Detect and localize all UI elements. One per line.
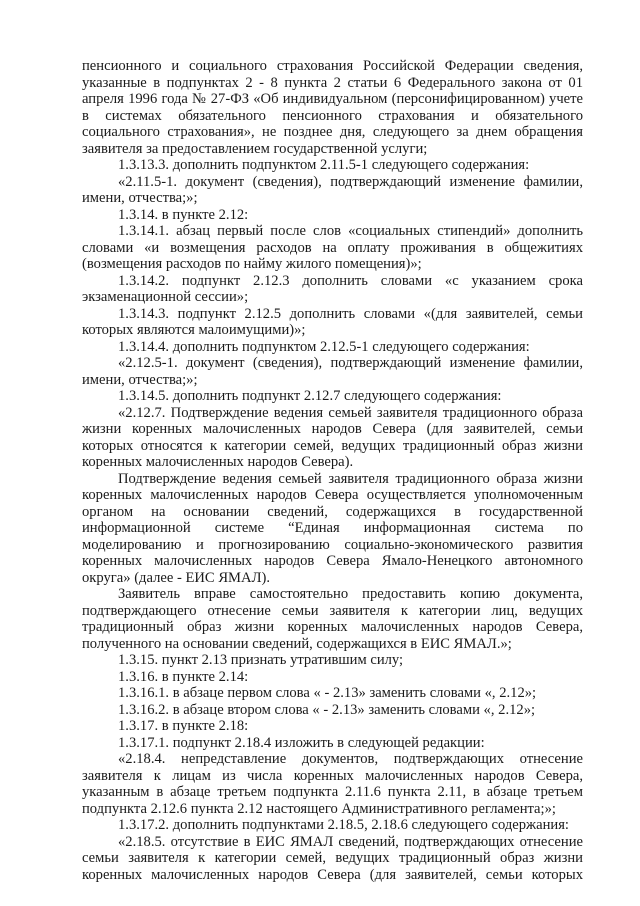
paragraph-17: 1.3.16.2. в абзаце втором слова « - 2.13» заменить словами «, 2.12»; [118, 701, 536, 718]
paragraph-10: 1.3.14.5. дополнить подпункт 2.12.7 следующего содержания: [118, 388, 502, 404]
paragraph-13: Заявитель вправе самостоятельно предоставить копию документа, подтверждающего отнесение семьи заявителя к категории лиц, ведущих традиционный образ жизни коренных малочисленных народов Севера, полученного на основании сведений, содержащихся в ЕИС ЯМАЛ.»; [82, 586, 583, 652]
paragraph-3: «2.11.5-1. документ (сведения), подтверждающий изменение фамилии, имени, отчества;»; [82, 173, 583, 206]
paragraph-2: 1.3.13.3. дополнить подпунктом 2.11.5-1 следующего содержания: [118, 157, 530, 173]
paragraph-16: 1.3.16.1. в абзаце первом слова « - 2.13» заменить словами «, 2.12»; [118, 685, 537, 701]
paragraph-1: пенсионного и социального страхования Российской Федерации сведения, указанные в подпунктах 2 - 8 пункта 2 статьи 6 Федерального закона от 01 апреля 1996 года № 27-ФЗ «Об индивидуальном (персонифицированном) учете в системах обязательного пенсионного страхования и обязательного социального страхования», не позднее дня, следующего за днем обращения заявителя за предоставлением государственной услуги; [82, 58, 583, 157]
paragraph-4: 1.3.14. в пункте 2.12: [118, 206, 249, 223]
paragraph-8: 1.3.14.4. дополнить подпунктом 2.12.5-1 следующего содержания: [118, 338, 530, 355]
paragraph-18: 1.3.17. в пункте 2.18: [118, 718, 249, 734]
paragraph-11: «2.12.7. Подтверждение ведения семьей заявителя традиционного образа жизни коренных малочисленных народов Севера (для заявителей, семьи которых относятся к категории семей, ведущих традиционный образ жизни коренных малочисленных народов Севера). [82, 404, 583, 470]
paragraph-22: «2.18.5. отсутствие в ЕИС ЯМАЛ сведений, подтверждающих отнесение семьи заявителя к категории семей, ведущих традиционный образ жизни коренных малочисленных народов Севера (для заявителей, семьи которых [82, 833, 583, 883]
paragraph-20: «2.18.4. непредставление документов, подтверждающих отнесение заявителя к лицам из числа коренных малочисленных народов Севера, указанным в абзаце третьем подпункта 2.11.6 пункта 2.11, в абзаце третьем подпункта 2.12.6 пункта 2.12 настоящего Административного регламента;»; [82, 751, 583, 817]
document-page [82, 58, 583, 883]
paragraph-21: 1.3.17.2. дополнить подпунктами 2.18.5, 2.18.6 следующего содержания: [118, 817, 569, 833]
paragraph-12: Подтверждение ведения семьей заявителя традиционного образа жизни коренных малочисленных народов Севера осуществляется уполномоченным органом на основании сведений, содержащихся в государственной информационной системе “Единая информационная система по моделированию и прогнозированию социально-экономического развития коренных малочисленных народов Севера Ямало-Ненецкого автономного округа» (далее - ЕИС ЯМАЛ). [82, 470, 583, 586]
paragraph-7: 1.3.14.3. подпункт 2.12.5 дополнить словами «(для заявителей, семьи которых являются малоимущими)»; [82, 305, 583, 338]
paragraph-14: 1.3.15. пункт 2.13 признать утратившим силу; [118, 652, 404, 668]
paragraph-19: 1.3.17.1. подпункт 2.18.4 изложить в следующей редакции: [118, 734, 485, 751]
paragraph-15: 1.3.16. в пункте 2.14: [118, 668, 249, 685]
paragraph-6: 1.3.14.2. подпункт 2.12.3 дополнить словами «с указанием срока экзаменационной сессии»; [82, 272, 583, 305]
paragraph-9: «2.12.5-1. документ (сведения), подтверждающий изменение фамилии, имени, отчества;»; [82, 355, 583, 388]
paragraph-5: 1.3.14.1. абзац первый после слов «социальных стипендий» дополнить словами «и возмещения расходов на оплату проживания в общежитиях (возмещения расходов по найму жилого помещения)»; [82, 223, 583, 272]
